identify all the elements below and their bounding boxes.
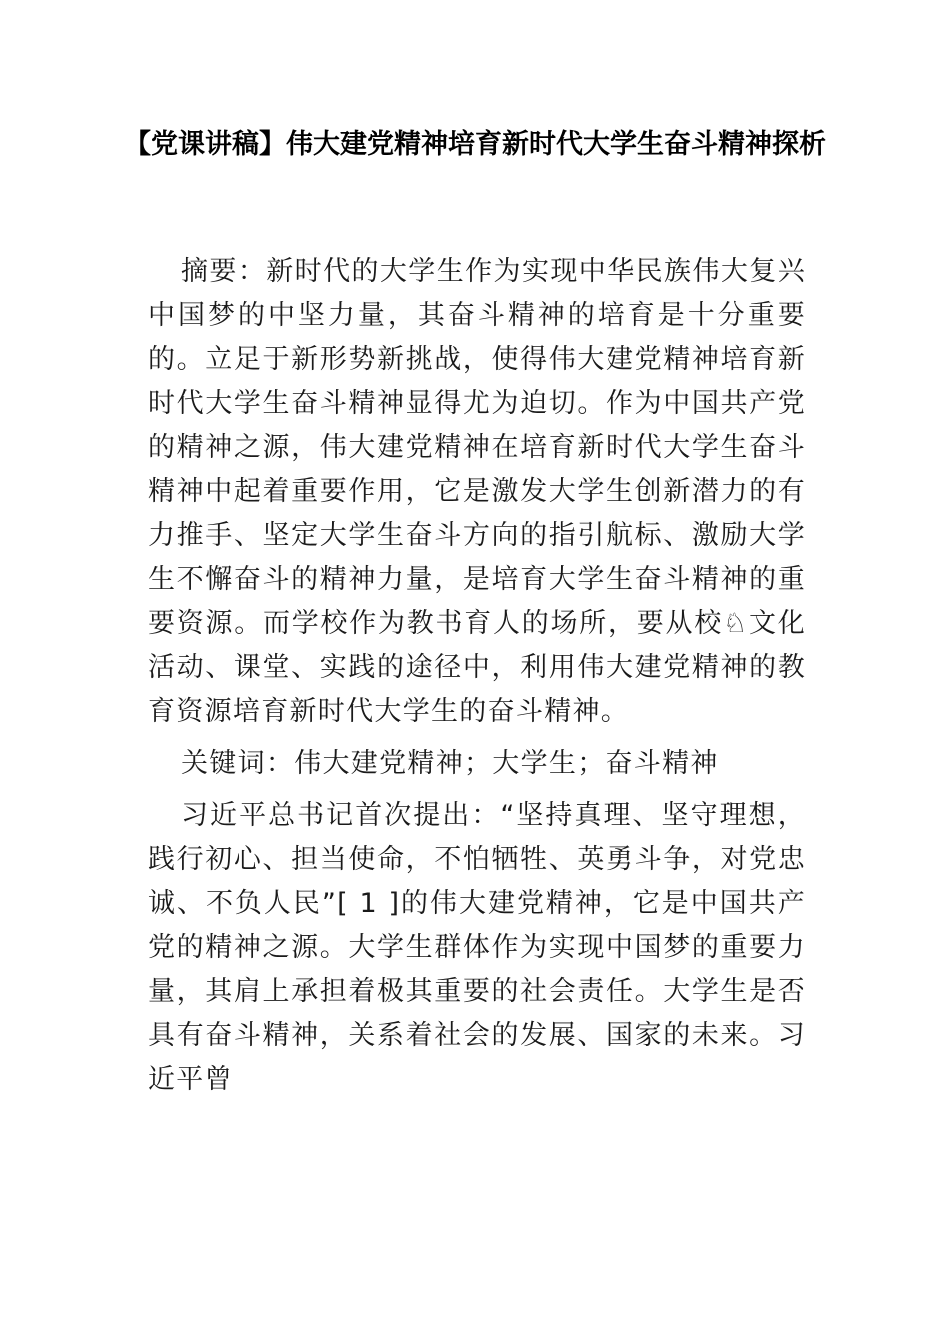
body-paragraph: 习近平总书记首次提出：“坚持真理、坚守理想，践行初心、担当使命，不怕牺牲、英勇斗争，对党忠诚、不负人民”[ 1 ]的伟大建党精神，它是中国共产党的精神之源。大学生群体作为实现中国梦的重要力量，其肩上承担着极其重要的社会责任。大学生是否具有奋斗精神，关系着社会的发展、国家的未来。习近平曾 bbox=[148, 800, 806, 1095]
abstract-paragraph: 摘要：新时代的大学生作为实现中华民族伟大复兴中国梦的中坚力量，其奋斗精神的培育是十分重要的。立足于新形势新挑战，使得伟大建党精神培育新时代大学生奋斗精神显得尤为迫切。作为中国共产党的精神之源，伟大建党精神在培育新时代大学生奋斗精神中起着重要作用，它是激发大学生创新潜力的有力推手、坚定大学生奋斗方向的指引航标、激励大学生不懈奋斗的精神力量，是培育大学生奋斗精神的重要资源。而学校作为教书育人的场所，要从校♘文化活动、课堂、实践的途径中，利用伟大建党精神的教育资源培育新时代大学生的奋斗精神。 bbox=[148, 256, 806, 727]
document-body bbox=[148, 250, 806, 1110]
document-title: 【党课讲稿】伟大建党精神培育新时代大学生奋斗精神探析 bbox=[124, 129, 826, 160]
keywords-paragraph: 关键词：伟大建党精神；大学生；奋斗精神 bbox=[181, 748, 719, 779]
